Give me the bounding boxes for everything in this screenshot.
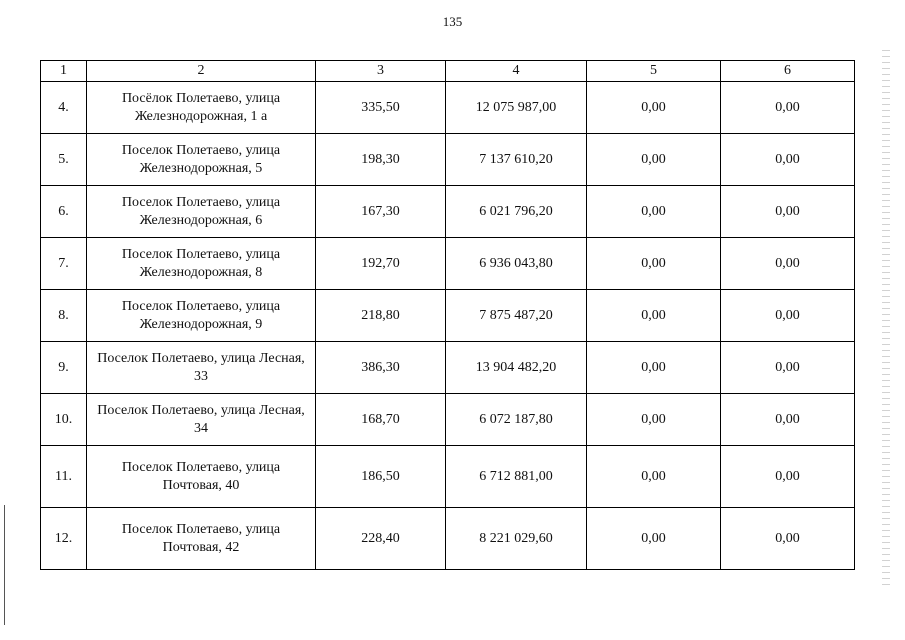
area-cell: 228,40	[316, 508, 446, 570]
address-line-2: Железнодорожная, 5	[139, 160, 263, 176]
address-line-1: Поселок Полетаево, улица Лесная,	[97, 350, 305, 366]
col5-cell: 0,00	[587, 134, 721, 186]
col5-cell: 0,00	[587, 394, 721, 446]
address-line-1: Поселок Полетаево, улица	[121, 246, 281, 262]
area-cell: 167,30	[316, 186, 446, 238]
row-number: 7.	[41, 238, 87, 290]
value-cell: 8 221 029,60	[446, 508, 587, 570]
col6-cell: 0,00	[721, 394, 855, 446]
scan-edge-line	[4, 505, 5, 625]
area-cell: 218,80	[316, 290, 446, 342]
row-number: 9.	[41, 342, 87, 394]
row-number: 5.	[41, 134, 87, 186]
address-line-1: Поселок Полетаево, улица	[121, 142, 281, 158]
col6-cell: 0,00	[721, 446, 855, 508]
address-line-1: Поселок Полетаево, улица Лесная,	[97, 402, 305, 418]
area-cell: 335,50	[316, 82, 446, 134]
address-line-2: Железнодорожная, 1 а	[134, 108, 268, 124]
address-line-1: Посёлок Полетаево, улица	[121, 90, 281, 106]
col5-cell: 0,00	[587, 342, 721, 394]
col5-cell: 0,00	[587, 82, 721, 134]
header-cell-2: 2	[87, 61, 316, 82]
value-cell: 7 137 610,20	[446, 134, 587, 186]
table-row	[41, 290, 855, 342]
address-line-1: Поселок Полетаево, улица	[121, 194, 281, 210]
address-cell	[87, 394, 316, 446]
address-cell	[87, 290, 316, 342]
address-line-1: Поселок Полетаево, улица	[121, 521, 281, 537]
table-row	[41, 508, 855, 570]
header-cell-5: 5	[587, 61, 721, 82]
col5-cell: 0,00	[587, 508, 721, 570]
table-row	[41, 186, 855, 238]
address-line-2: Железнодорожная, 8	[139, 264, 263, 280]
table-row	[41, 342, 855, 394]
col6-cell: 0,00	[721, 238, 855, 290]
value-cell: 12 075 987,00	[446, 82, 587, 134]
value-cell: 6 712 881,00	[446, 446, 587, 508]
address-line-2: Почтовая, 40	[162, 477, 240, 493]
scan-margin-dots	[882, 50, 890, 590]
table-row	[41, 394, 855, 446]
row-number: 8.	[41, 290, 87, 342]
area-cell: 192,70	[316, 238, 446, 290]
address-cell	[87, 342, 316, 394]
row-number: 12.	[41, 508, 87, 570]
col5-cell: 0,00	[587, 238, 721, 290]
address-line-2: Железнодорожная, 9	[139, 316, 263, 332]
col5-cell: 0,00	[587, 186, 721, 238]
area-cell: 198,30	[316, 134, 446, 186]
col5-cell: 0,00	[587, 446, 721, 508]
property-table	[40, 60, 855, 570]
table-row	[41, 82, 855, 134]
header-cell-3: 3	[316, 61, 446, 82]
row-number: 4.	[41, 82, 87, 134]
header-row	[41, 61, 855, 82]
col6-cell: 0,00	[721, 134, 855, 186]
address-cell	[87, 186, 316, 238]
address-cell	[87, 82, 316, 134]
address-cell	[87, 238, 316, 290]
address-line-1: Поселок Полетаево, улица	[121, 298, 281, 314]
table-row	[41, 446, 855, 508]
address-line-2: Почтовая, 42	[162, 539, 240, 555]
address-line-2: 33	[194, 368, 208, 384]
row-number: 10.	[41, 394, 87, 446]
table-row	[41, 238, 855, 290]
col6-cell: 0,00	[721, 342, 855, 394]
row-number: 11.	[41, 446, 87, 508]
value-cell: 6 936 043,80	[446, 238, 587, 290]
header-cell-1: 1	[41, 61, 87, 82]
area-cell: 168,70	[316, 394, 446, 446]
value-cell: 7 875 487,20	[446, 290, 587, 342]
address-line-2: Железнодорожная, 6	[139, 212, 263, 228]
address-line-1: Поселок Полетаево, улица	[121, 459, 281, 475]
table-row	[41, 134, 855, 186]
address-line-2: 34	[194, 420, 208, 436]
col6-cell: 0,00	[721, 186, 855, 238]
address-cell	[87, 508, 316, 570]
row-number: 6.	[41, 186, 87, 238]
value-cell: 6 021 796,20	[446, 186, 587, 238]
area-cell: 386,30	[316, 342, 446, 394]
page-number: 135	[442, 14, 463, 29]
col5-cell: 0,00	[587, 290, 721, 342]
header-cell-4: 4	[446, 61, 587, 82]
col6-cell: 0,00	[721, 290, 855, 342]
col6-cell: 0,00	[721, 82, 855, 134]
address-cell	[87, 446, 316, 508]
value-cell: 13 904 482,20	[446, 342, 587, 394]
address-cell	[87, 134, 316, 186]
col6-cell: 0,00	[721, 508, 855, 570]
value-cell: 6 072 187,80	[446, 394, 587, 446]
header-cell-6: 6	[721, 61, 855, 82]
area-cell: 186,50	[316, 446, 446, 508]
